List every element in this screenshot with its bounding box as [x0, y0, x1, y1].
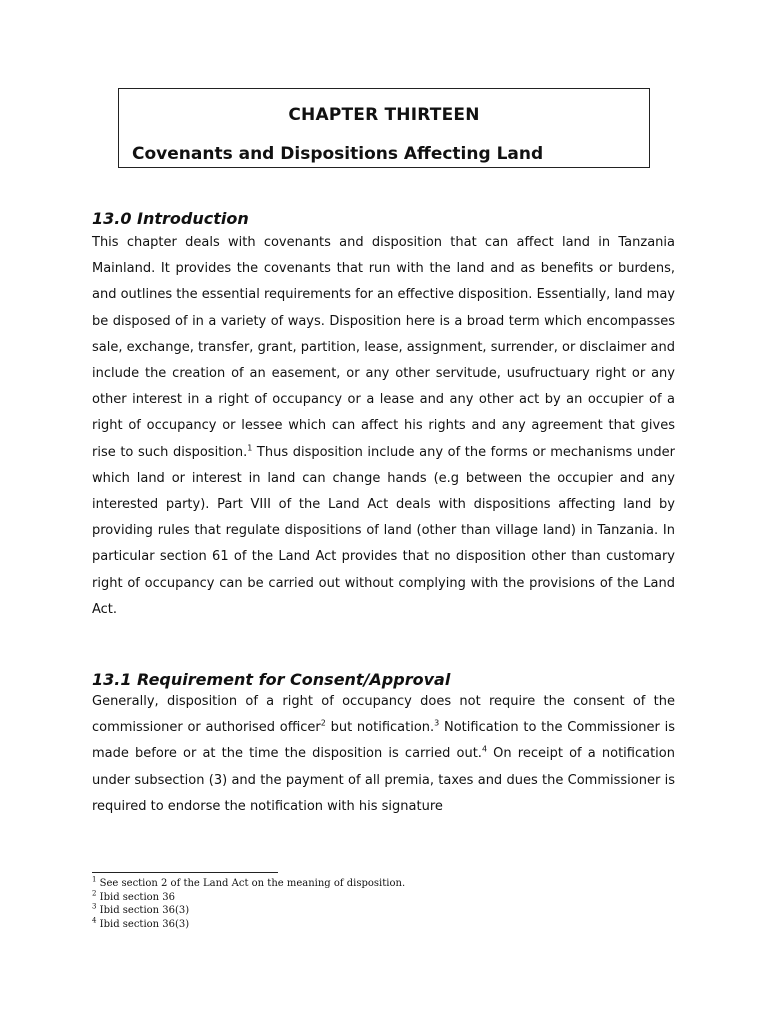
footnote-ref: 3 [434, 718, 440, 728]
footnote-text: See section 2 of the Land Act on the meaning of disposition. [96, 878, 406, 889]
footnote-ref: 1 [247, 443, 253, 453]
paragraph-text: but notification. [325, 720, 435, 736]
footnote-ref: 4 [481, 745, 488, 755]
section-heading-consent: 13.1 Requirement for Consent/Approval [92, 670, 451, 689]
footnote-ref: 2 [320, 718, 326, 728]
paragraph-text: On receipt of a notification under subsection (3) and the payment of all premia, taxes and dues the Commissioner is required to endorse the notification with his signature [92, 746, 675, 814]
section-paragraph-consent [92, 689, 675, 820]
footnote-text: Ibid section 36 [96, 891, 176, 903]
footnote-divider [92, 872, 278, 873]
section-heading-introduction: 13.0 Introduction [92, 209, 249, 228]
footnote-number: 4 [92, 916, 97, 925]
footnote-number: 3 [92, 902, 97, 911]
paragraph-text: Generally, disposition of a right of occupancy does not require the consent of the commissioner or authorised officer [92, 694, 675, 736]
footnote-text: Ibid section 36(3) [96, 905, 190, 916]
chapter-title: CHAPTER THIRTEEN [288, 105, 480, 125]
footnote-2 [92, 891, 405, 905]
footnote-number: 1 [92, 875, 97, 884]
footnote-3 [92, 904, 405, 918]
footnote-number: 2 [92, 889, 97, 898]
paragraph-text: Notification to the Commissioner is made before or at the time the disposition is carried out. [92, 720, 676, 762]
paragraph-text: Thus disposition include any of the forms or mechanisms under which land or interest in land can change hands (e.g between the occupier and any interested party). Part VIII of the Land Act deals with dispositions affecting land by providing rules that regulate dispositions of land (other than village land) in Tanzania. In particular section 61 of the Land Act provides that no disposition other than customary right of occupancy can be carried out without complying with the provisions of the Land Act. [92, 444, 675, 617]
section-paragraph-introduction [92, 230, 675, 623]
paragraph-text: This chapter deals with covenants and disposition that can affect land in Tanzania Mainland. It provides the covenants that run with the land and as benefits or burdens, and outlines the essential requirements for an effective disposition. Essentially, land may be disposed of in a variety of ways. Disposition here is a broad term which encompasses sale, exchange, transfer, grant, partition, lease, assignment, surrender, or disclaimer and include the creation of an easement, or any other servitude, usufructuary right or any other interest in a right of occupancy or a lease and any other act by an occupier of a right of occupancy or lessee which can affect his rights and any agreement that gives rise to such disposition. [92, 235, 675, 460]
footnote-4 [92, 918, 405, 932]
chapter-header-box [118, 88, 650, 168]
footnote-1 [92, 877, 405, 891]
chapter-subtitle: Covenants and Dispositions Affecting Land [132, 144, 544, 164]
footnote-text: Ibid section 36(3) [96, 918, 190, 930]
footnotes [92, 877, 405, 931]
